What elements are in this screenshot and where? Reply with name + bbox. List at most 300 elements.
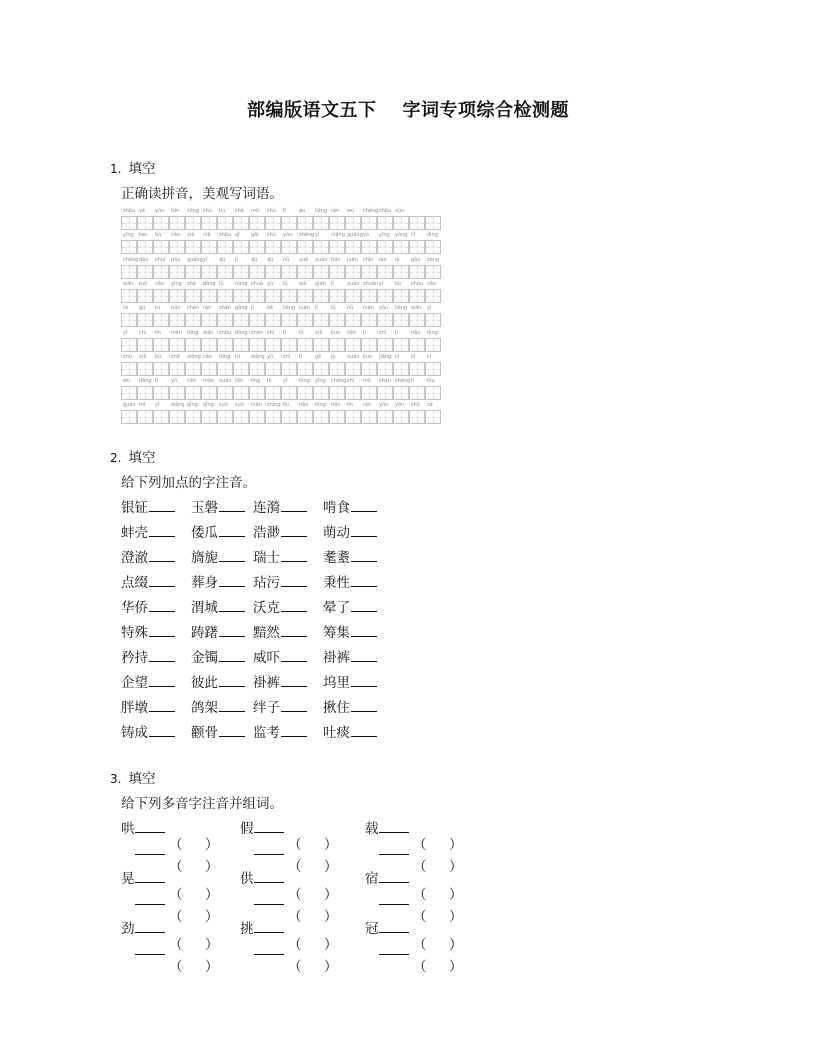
writing-box[interactable] — [169, 386, 185, 400]
writing-box[interactable] — [297, 410, 313, 424]
writing-box[interactable] — [121, 265, 137, 279]
writing-box[interactable] — [345, 338, 361, 352]
writing-box[interactable] — [265, 313, 281, 327]
writing-box[interactable] — [329, 313, 345, 327]
word-text: 萌动 — [323, 525, 350, 541]
writing-box[interactable] — [297, 265, 313, 279]
answer-blank[interactable] — [351, 499, 377, 512]
writing-box[interactable] — [121, 362, 137, 376]
writing-box[interactable] — [233, 216, 249, 230]
pinyin-label: rán — [363, 402, 372, 409]
writing-box[interactable] — [281, 362, 297, 376]
writing-box[interactable] — [121, 410, 137, 424]
writing-box[interactable] — [377, 362, 393, 376]
writing-box[interactable] — [185, 289, 201, 303]
writing-box[interactable] — [169, 410, 185, 424]
pinyin-blank[interactable] — [254, 942, 284, 955]
writing-box[interactable] — [265, 338, 281, 352]
writing-box[interactable] — [137, 338, 153, 352]
writing-box[interactable] — [393, 216, 409, 230]
writing-box[interactable] — [409, 313, 425, 327]
writing-box[interactable] — [313, 289, 329, 303]
writing-box[interactable] — [425, 240, 441, 254]
pinyin-blank[interactable] — [379, 942, 409, 955]
writing-box[interactable] — [345, 386, 361, 400]
writing-box[interactable] — [313, 240, 329, 254]
answer-blank[interactable] — [351, 574, 377, 587]
answer-blank[interactable] — [281, 574, 307, 587]
writing-box[interactable] — [297, 362, 313, 376]
writing-box[interactable] — [217, 265, 233, 279]
answer-blank[interactable] — [351, 624, 377, 637]
writing-box[interactable] — [329, 410, 345, 424]
writing-box[interactable] — [169, 313, 185, 327]
pinyin-label: sōng — [187, 208, 200, 214]
pinyin-label: yì — [155, 402, 160, 409]
writing-box[interactable] — [313, 216, 329, 230]
answer-blank[interactable] — [149, 549, 175, 562]
writing-box[interactable] — [233, 362, 249, 376]
answer-blank[interactable] — [219, 499, 245, 512]
pinyin-blank[interactable] — [379, 920, 409, 933]
writing-box[interactable] — [409, 216, 425, 230]
answer-blank[interactable] — [351, 674, 377, 687]
writing-box[interactable] — [329, 362, 345, 376]
writing-box[interactable] — [185, 265, 201, 279]
writing-box[interactable] — [265, 265, 281, 279]
writing-box[interactable] — [377, 240, 393, 254]
writing-box[interactable] — [377, 265, 393, 279]
writing-box[interactable] — [137, 386, 153, 400]
writing-box[interactable] — [137, 410, 153, 424]
answer-blank[interactable] — [149, 699, 175, 712]
writing-box[interactable] — [217, 386, 233, 400]
writing-box[interactable] — [233, 313, 249, 327]
answer-blank[interactable] — [219, 674, 245, 687]
writing-box[interactable] — [393, 410, 409, 424]
writing-box[interactable] — [425, 362, 441, 376]
writing-box[interactable] — [425, 289, 441, 303]
pinyin-blank[interactable] — [254, 842, 284, 855]
pinyin-grid-row — [121, 330, 443, 355]
answer-blank[interactable] — [281, 524, 307, 537]
answer-blank[interactable] — [219, 599, 245, 612]
polyphone-item — [365, 842, 463, 875]
answer-blank[interactable] — [149, 499, 175, 512]
writing-box[interactable] — [121, 313, 137, 327]
writing-box[interactable] — [361, 338, 377, 352]
writing-box[interactable] — [281, 240, 297, 254]
pinyin-label: bù — [155, 232, 162, 239]
pinyin-label: lǐ — [283, 329, 286, 336]
writing-box[interactable] — [361, 289, 377, 303]
word-text: 威吓 — [253, 650, 280, 666]
open-paren: （ — [413, 859, 427, 875]
polyphone-character: 挑 — [240, 921, 254, 937]
writing-box[interactable] — [201, 362, 217, 376]
writing-box[interactable] — [233, 410, 249, 424]
writing-box[interactable] — [409, 338, 425, 352]
pinyin-label: xuàn — [315, 256, 328, 263]
writing-box[interactable] — [185, 386, 201, 400]
word-text: 耄耋 — [323, 550, 350, 566]
writing-box[interactable] — [393, 362, 409, 376]
writing-box[interactable] — [409, 265, 425, 279]
writing-box[interactable] — [265, 362, 281, 376]
writing-box[interactable] — [169, 240, 185, 254]
pinyin-grid-row — [121, 305, 443, 330]
answer-blank[interactable] — [281, 674, 307, 687]
writing-box[interactable] — [185, 362, 201, 376]
word-item — [253, 596, 307, 616]
writing-box[interactable] — [249, 386, 265, 400]
writing-box[interactable] — [377, 313, 393, 327]
writing-box[interactable] — [217, 313, 233, 327]
word-text: 吐痰 — [323, 725, 350, 741]
pinyin-label: yì — [123, 329, 128, 336]
pinyin-blank[interactable] — [379, 892, 409, 905]
pinyin-label: ào — [299, 208, 306, 214]
close-paren: ） — [449, 937, 463, 953]
pinyin-blank[interactable] — [379, 842, 409, 855]
writing-box[interactable] — [377, 338, 393, 352]
writing-box[interactable] — [345, 240, 361, 254]
answer-blank[interactable] — [219, 649, 245, 662]
writing-box[interactable] — [153, 386, 169, 400]
writing-box[interactable] — [137, 240, 153, 254]
writing-box[interactable] — [313, 386, 329, 400]
writing-box[interactable] — [249, 362, 265, 376]
writing-box[interactable] — [345, 216, 361, 230]
pinyin-label: guǎng — [187, 256, 203, 263]
writing-box[interactable] — [233, 338, 249, 352]
polyphone-item — [365, 942, 463, 975]
word-item — [323, 596, 377, 616]
writing-box[interactable] — [297, 386, 313, 400]
pinyin-label: nóng — [235, 280, 248, 287]
writing-box[interactable] — [153, 338, 169, 352]
writing-box[interactable] — [185, 313, 201, 327]
writing-box[interactable] — [217, 410, 233, 424]
writing-box[interactable] — [281, 313, 297, 327]
answer-blank[interactable] — [351, 649, 377, 662]
writing-box[interactable] — [185, 240, 201, 254]
writing-box[interactable] — [137, 313, 153, 327]
writing-box[interactable] — [153, 216, 169, 230]
pinyin-label: liàng — [395, 305, 408, 312]
writing-box[interactable] — [153, 265, 169, 279]
close-paren: ） — [324, 937, 338, 953]
answer-blank[interactable] — [149, 599, 175, 612]
writing-box[interactable] — [297, 313, 313, 327]
writing-box[interactable] — [329, 265, 345, 279]
writing-box[interactable] — [121, 240, 137, 254]
writing-box[interactable] — [137, 289, 153, 303]
writing-box[interactable] — [265, 289, 281, 303]
answer-blank[interactable] — [149, 649, 175, 662]
writing-box[interactable] — [137, 362, 153, 376]
writing-box[interactable] — [345, 410, 361, 424]
writing-box[interactable] — [425, 410, 441, 424]
writing-box[interactable] — [217, 216, 233, 230]
answer-blank[interactable] — [149, 524, 175, 537]
writing-box[interactable] — [185, 410, 201, 424]
writing-box[interactable] — [377, 410, 393, 424]
writing-box[interactable] — [393, 289, 409, 303]
writing-box[interactable] — [345, 313, 361, 327]
pinyin-label: nián — [251, 402, 262, 409]
writing-box[interactable] — [265, 386, 281, 400]
answer-blank[interactable] — [149, 624, 175, 637]
writing-box[interactable] — [121, 289, 137, 303]
word-item — [323, 721, 377, 741]
answer-blank[interactable] — [281, 549, 307, 562]
writing-box[interactable] — [169, 265, 185, 279]
writing-box[interactable] — [217, 289, 233, 303]
open-paren: （ — [413, 837, 427, 853]
q3-number: 3. — [110, 772, 122, 786]
answer-blank[interactable] — [351, 724, 377, 737]
pinyin-label: tān — [235, 378, 244, 385]
writing-box[interactable] — [281, 265, 297, 279]
word-item — [323, 696, 377, 716]
polyphone-item — [240, 917, 338, 953]
writing-box[interactable] — [153, 240, 169, 254]
pinyin-blank[interactable] — [254, 820, 284, 833]
writing-box[interactable] — [425, 386, 441, 400]
pinyin-blank[interactable] — [379, 820, 409, 833]
writing-box[interactable] — [233, 240, 249, 254]
writing-box[interactable] — [249, 289, 265, 303]
writing-box[interactable] — [169, 338, 185, 352]
pinyin-label: tōng — [187, 329, 199, 336]
writing-box[interactable] — [217, 338, 233, 352]
pinyin-label: xǐ — [411, 353, 416, 360]
writing-box[interactable] — [265, 240, 281, 254]
writing-box[interactable] — [329, 386, 345, 400]
writing-box[interactable] — [169, 216, 185, 230]
answer-blank[interactable] — [149, 724, 175, 737]
writing-box[interactable] — [409, 386, 425, 400]
answer-blank[interactable] — [351, 699, 377, 712]
polyphone-item — [240, 842, 338, 875]
writing-box[interactable] — [425, 338, 441, 352]
writing-box[interactable] — [249, 265, 265, 279]
writing-box[interactable] — [393, 313, 409, 327]
pinyin-label: zhé — [187, 280, 196, 287]
writing-box[interactable] — [425, 216, 441, 230]
writing-box[interactable] — [185, 338, 201, 352]
answer-blank[interactable] — [149, 574, 175, 587]
writing-box[interactable] — [281, 289, 297, 303]
writing-box[interactable] — [281, 338, 297, 352]
writing-box[interactable] — [153, 313, 169, 327]
pinyin-blank[interactable] — [135, 870, 165, 883]
writing-box[interactable] — [249, 338, 265, 352]
word-item — [121, 646, 175, 666]
writing-box[interactable] — [425, 313, 441, 327]
close-paren: ） — [449, 887, 463, 903]
writing-box[interactable] — [297, 240, 313, 254]
writing-box[interactable] — [137, 216, 153, 230]
writing-box[interactable] — [233, 265, 249, 279]
title-part-1: 部编版语文五下 — [247, 100, 377, 121]
writing-box[interactable] — [313, 313, 329, 327]
writing-box[interactable] — [409, 362, 425, 376]
pinyin-blank[interactable] — [254, 920, 284, 933]
writing-box[interactable] — [393, 240, 409, 254]
writing-box[interactable] — [345, 362, 361, 376]
pinyin-label: xiǎ — [315, 329, 323, 336]
answer-blank[interactable] — [281, 599, 307, 612]
writing-box[interactable] — [297, 338, 313, 352]
pinyin-label: zhōu — [123, 208, 136, 214]
pinyin-blank[interactable] — [254, 892, 284, 905]
pinyin-label: lǐu — [283, 402, 289, 409]
writing-box[interactable] — [281, 410, 297, 424]
writing-box[interactable] — [153, 410, 169, 424]
writing-box[interactable] — [281, 216, 297, 230]
pinyin-blank[interactable] — [135, 842, 165, 855]
writing-box[interactable] — [361, 313, 377, 327]
writing-box[interactable] — [329, 338, 345, 352]
answer-blank[interactable] — [281, 624, 307, 637]
writing-box[interactable] — [297, 216, 313, 230]
writing-box[interactable] — [313, 338, 329, 352]
writing-box[interactable] — [201, 410, 217, 424]
writing-box[interactable] — [217, 362, 233, 376]
word-item — [191, 521, 245, 541]
pinyin-blank[interactable] — [135, 920, 165, 933]
writing-box[interactable] — [201, 216, 217, 230]
writing-box[interactable] — [169, 362, 185, 376]
writing-box[interactable] — [409, 289, 425, 303]
writing-box[interactable] — [217, 240, 233, 254]
writing-box[interactable] — [201, 240, 217, 254]
answer-blank[interactable] — [351, 524, 377, 537]
word-text: 葬身 — [191, 575, 218, 591]
writing-box[interactable] — [249, 410, 265, 424]
writing-box[interactable] — [329, 289, 345, 303]
writing-box[interactable] — [313, 265, 329, 279]
pinyin-label: lǐ — [331, 280, 334, 287]
answer-blank[interactable] — [351, 549, 377, 562]
writing-box[interactable] — [201, 386, 217, 400]
writing-box[interactable] — [393, 386, 409, 400]
writing-box[interactable] — [345, 265, 361, 279]
writing-box[interactable] — [377, 289, 393, 303]
pinyin-label: zhē — [171, 353, 180, 360]
writing-box[interactable] — [393, 265, 409, 279]
word-text: 坞里 — [323, 675, 350, 691]
writing-box[interactable] — [153, 289, 169, 303]
pinyin-label: yōu — [395, 402, 405, 409]
answer-blank[interactable] — [219, 549, 245, 562]
answer-blank[interactable] — [351, 599, 377, 612]
writing-box[interactable] — [121, 216, 137, 230]
writing-box[interactable] — [361, 362, 377, 376]
writing-box[interactable] — [233, 386, 249, 400]
pinyin-label: shí — [347, 378, 355, 385]
writing-box[interactable] — [361, 216, 377, 230]
writing-box[interactable] — [185, 216, 201, 230]
pinyin-blank[interactable] — [379, 870, 409, 883]
writing-box[interactable] — [201, 289, 217, 303]
pinyin-blank[interactable] — [135, 942, 165, 955]
writing-box[interactable] — [313, 362, 329, 376]
answer-blank[interactable] — [149, 674, 175, 687]
writing-box[interactable] — [249, 313, 265, 327]
writing-box[interactable] — [393, 338, 409, 352]
writing-box[interactable] — [345, 289, 361, 303]
answer-blank[interactable] — [219, 524, 245, 537]
writing-box[interactable] — [281, 386, 297, 400]
writing-box[interactable] — [121, 386, 137, 400]
writing-box[interactable] — [409, 410, 425, 424]
word-text: 筹集 — [323, 625, 350, 641]
answer-blank[interactable] — [281, 649, 307, 662]
writing-box[interactable] — [409, 240, 425, 254]
pinyin-blank[interactable] — [254, 870, 284, 883]
writing-box[interactable] — [121, 338, 137, 352]
writing-box[interactable] — [249, 240, 265, 254]
pinyin-label: bù — [155, 353, 162, 360]
pinyin-label: lǒu — [427, 378, 435, 385]
writing-box[interactable] — [137, 265, 153, 279]
writing-box[interactable] — [377, 216, 393, 230]
word-item — [323, 621, 377, 641]
answer-blank[interactable] — [281, 724, 307, 737]
pinyin-blank[interactable] — [135, 892, 165, 905]
writing-box[interactable] — [201, 313, 217, 327]
answer-blank[interactable] — [219, 699, 245, 712]
word-text: 银钲 — [121, 500, 148, 516]
writing-box[interactable] — [297, 289, 313, 303]
writing-box[interactable] — [201, 265, 217, 279]
pinyin-label: xiǎ — [139, 353, 147, 360]
writing-box[interactable] — [361, 410, 377, 424]
writing-box[interactable] — [249, 216, 265, 230]
writing-box[interactable] — [265, 410, 281, 424]
writing-box[interactable] — [201, 338, 217, 352]
pinyin-label: tuō — [139, 280, 148, 287]
close-paren: ） — [324, 887, 338, 903]
writing-box[interactable] — [169, 289, 185, 303]
writing-box[interactable] — [361, 240, 377, 254]
answer-blank[interactable] — [219, 574, 245, 587]
answer-blank[interactable] — [281, 699, 307, 712]
pinyin-label: jǐ — [251, 305, 254, 312]
pinyin-label: lǜ — [219, 280, 224, 287]
writing-box[interactable] — [265, 216, 281, 230]
writing-box[interactable] — [329, 216, 345, 230]
polyphone-character: 供 — [240, 871, 254, 887]
writing-box[interactable] — [233, 289, 249, 303]
writing-box[interactable] — [153, 362, 169, 376]
answer-blank[interactable] — [219, 624, 245, 637]
writing-box[interactable] — [313, 410, 329, 424]
pinyin-blank[interactable] — [135, 820, 165, 833]
writing-box[interactable] — [361, 386, 377, 400]
answer-blank[interactable] — [281, 499, 307, 512]
writing-box[interactable] — [425, 265, 441, 279]
open-paren: （ — [169, 859, 183, 875]
polyphone-item — [365, 817, 463, 853]
answer-blank[interactable] — [219, 724, 245, 737]
writing-box[interactable] — [377, 386, 393, 400]
writing-box[interactable] — [361, 265, 377, 279]
writing-box[interactable] — [329, 240, 345, 254]
